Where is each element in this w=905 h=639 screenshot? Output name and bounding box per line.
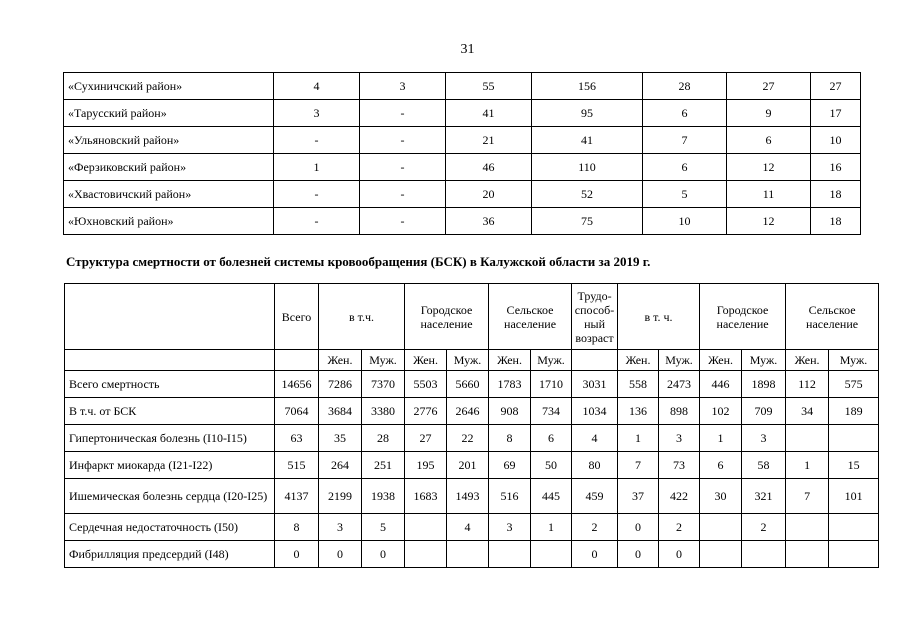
table-cell: - (360, 208, 446, 235)
table-cell: 34 (786, 398, 829, 425)
header-incl-1: в т.ч. (319, 284, 405, 350)
table-cell: 6 (700, 452, 742, 479)
table-cell: 8 (275, 514, 319, 541)
subheader-women: Жен. (618, 350, 659, 371)
subheader-women: Жен. (319, 350, 362, 371)
table-cell: 7064 (275, 398, 319, 425)
table-cell: 0 (319, 541, 362, 568)
table-row (65, 371, 879, 398)
subheader-men: Муж. (829, 350, 879, 371)
cause-name: Инфаркт миокарда (I21-I22) (65, 452, 275, 479)
table-cell: 50 (531, 452, 572, 479)
table-cell: 18 (811, 208, 861, 235)
table-row (64, 100, 861, 127)
cause-name: Гипертоническая болезнь (I10-I15) (65, 425, 275, 452)
subheader-women: Жен. (700, 350, 742, 371)
empty-corner (65, 284, 275, 350)
table-cell: 7286 (319, 371, 362, 398)
table-cell: 112 (786, 371, 829, 398)
table-cell: 12 (727, 154, 811, 181)
table-cell: 156 (532, 73, 643, 100)
table-cell: 95 (532, 100, 643, 127)
table-cell: 7 (618, 452, 659, 479)
table-cell (700, 514, 742, 541)
table-cell: 1683 (405, 479, 447, 514)
table-cell: 80 (572, 452, 618, 479)
table-cell: 5 (643, 181, 727, 208)
districts-table (63, 72, 861, 235)
table-cell: - (360, 154, 446, 181)
table-cell: 27 (811, 73, 861, 100)
table-cell (829, 425, 879, 452)
header-rural-1: Сельское население (489, 284, 572, 350)
table-cell: 102 (700, 398, 742, 425)
table-cell: - (360, 100, 446, 127)
table-cell: 1034 (572, 398, 618, 425)
table-row (64, 181, 861, 208)
table-cell: 1898 (742, 371, 786, 398)
table-cell: 0 (275, 541, 319, 568)
table-cell: 46 (446, 154, 532, 181)
table-cell: 75 (532, 208, 643, 235)
table-row (64, 208, 861, 235)
table-cell: 3 (274, 100, 360, 127)
table-cell: 28 (643, 73, 727, 100)
table-cell (489, 541, 531, 568)
table-cell (786, 541, 829, 568)
table-cell: 21 (446, 127, 532, 154)
table-cell: 4137 (275, 479, 319, 514)
table-row (65, 479, 879, 514)
table-cell: - (274, 127, 360, 154)
subheader-men: Муж. (742, 350, 786, 371)
table-cell: 110 (532, 154, 643, 181)
table-cell: 37 (618, 479, 659, 514)
table-cell: 189 (829, 398, 879, 425)
table-cell: 2 (572, 514, 618, 541)
table-cell: 3380 (362, 398, 405, 425)
table-row (65, 541, 879, 568)
table-cell: 3684 (319, 398, 362, 425)
table-cell (786, 514, 829, 541)
empty-cell (572, 350, 618, 371)
table-cell: 422 (659, 479, 700, 514)
table-cell: 1783 (489, 371, 531, 398)
table-cell: 251 (362, 452, 405, 479)
table-cell: 63 (275, 425, 319, 452)
table-cell (447, 541, 489, 568)
table-cell: 6 (643, 100, 727, 127)
table-cell: 3 (319, 514, 362, 541)
table-cell: 0 (618, 541, 659, 568)
table-cell: 73 (659, 452, 700, 479)
table-cell: 9 (727, 100, 811, 127)
table-cell: 515 (275, 452, 319, 479)
table-cell: 7 (786, 479, 829, 514)
table-cell: 18 (811, 181, 861, 208)
table-row (65, 425, 879, 452)
table-cell: 7370 (362, 371, 405, 398)
table-cell: 7 (643, 127, 727, 154)
table-cell: 28 (362, 425, 405, 452)
table-cell: 321 (742, 479, 786, 514)
table-cell: 3 (489, 514, 531, 541)
table-cell: 1 (274, 154, 360, 181)
table-cell: 10 (811, 127, 861, 154)
table-cell: 3 (742, 425, 786, 452)
table-cell: 5660 (447, 371, 489, 398)
table-cell: 11 (727, 181, 811, 208)
table-cell: 41 (446, 100, 532, 127)
table-cell: 558 (618, 371, 659, 398)
table-cell: 2473 (659, 371, 700, 398)
cause-name: В т.ч. от БСК (65, 398, 275, 425)
table-cell: 55 (446, 73, 532, 100)
district-name: «Тарусский район» (64, 100, 274, 127)
table-cell: 6 (727, 127, 811, 154)
table-cell: 908 (489, 398, 531, 425)
structure-table (64, 283, 879, 568)
table-cell: 5503 (405, 371, 447, 398)
table-cell: 1493 (447, 479, 489, 514)
table-cell: 0 (362, 541, 405, 568)
table-row (65, 514, 879, 541)
empty-cell (275, 350, 319, 371)
table-cell: 69 (489, 452, 531, 479)
table-cell: 195 (405, 452, 447, 479)
table-cell: 6 (531, 425, 572, 452)
district-name: «Ферзиковский район» (64, 154, 274, 181)
header-urban-1: Городское население (405, 284, 489, 350)
table-cell: 264 (319, 452, 362, 479)
table-cell: 101 (829, 479, 879, 514)
table-cell: 898 (659, 398, 700, 425)
subheader-men: Муж. (362, 350, 405, 371)
table-cell: 36 (446, 208, 532, 235)
district-name: «Юхновский район» (64, 208, 274, 235)
table-cell: 1 (786, 452, 829, 479)
district-name: «Хвастовичский район» (64, 181, 274, 208)
table-cell (531, 541, 572, 568)
table-cell: 1 (700, 425, 742, 452)
cause-name: Сердечная недостаточность (I50) (65, 514, 275, 541)
subheader-men: Муж. (447, 350, 489, 371)
table-cell: 3 (659, 425, 700, 452)
table-cell: 516 (489, 479, 531, 514)
table-row (64, 73, 861, 100)
table-cell: 1 (531, 514, 572, 541)
table-cell: 10 (643, 208, 727, 235)
table-cell: 30 (700, 479, 742, 514)
table-cell: - (274, 181, 360, 208)
table-cell: 2199 (319, 479, 362, 514)
table-cell: 52 (532, 181, 643, 208)
table-cell: 446 (700, 371, 742, 398)
header-row (65, 284, 879, 350)
table-cell: 22 (447, 425, 489, 452)
table-cell: 4 (572, 425, 618, 452)
structure-table-title: Структура смертности от болезней системы кровообращения (БСК) в Калужской области за 2019 г. (66, 254, 651, 269)
table-cell: 41 (532, 127, 643, 154)
header-working-age: Трудо-способ-ный возраст (572, 284, 618, 350)
table-cell: 734 (531, 398, 572, 425)
table-cell: 12 (727, 208, 811, 235)
table-cell: 4 (274, 73, 360, 100)
subheader-row (65, 350, 879, 371)
table-cell: 2776 (405, 398, 447, 425)
table-cell: 8 (489, 425, 531, 452)
table-row (64, 127, 861, 154)
header-urban-2: Городское население (700, 284, 786, 350)
table-cell: 201 (447, 452, 489, 479)
subheader-women: Жен. (405, 350, 447, 371)
empty-cell (65, 350, 275, 371)
table-cell (405, 514, 447, 541)
table-cell: 575 (829, 371, 879, 398)
table-cell: 14656 (275, 371, 319, 398)
table-cell: 6 (643, 154, 727, 181)
table-cell: 0 (618, 514, 659, 541)
table-cell (829, 541, 879, 568)
table-cell: 709 (742, 398, 786, 425)
table-cell: 16 (811, 154, 861, 181)
table-row (64, 154, 861, 181)
table-cell: 35 (319, 425, 362, 452)
table-cell: 2646 (447, 398, 489, 425)
table-cell: 27 (727, 73, 811, 100)
table-cell (405, 541, 447, 568)
table-cell: 0 (659, 541, 700, 568)
table-cell: 1 (618, 425, 659, 452)
table-cell: 4 (447, 514, 489, 541)
table-cell: 3031 (572, 371, 618, 398)
cause-name: Фибрилляция предсердий (I48) (65, 541, 275, 568)
subheader-women: Жен. (489, 350, 531, 371)
table-cell: 3 (360, 73, 446, 100)
table-cell: 15 (829, 452, 879, 479)
table-cell: 2 (742, 514, 786, 541)
header-total: Всего (275, 284, 319, 350)
cause-name: Всего смертность (65, 371, 275, 398)
table-cell: 27 (405, 425, 447, 452)
table-cell: 1710 (531, 371, 572, 398)
district-name: «Сухиничский район» (64, 73, 274, 100)
table-cell (829, 514, 879, 541)
page-number: 31 (460, 42, 475, 57)
table-cell: - (274, 208, 360, 235)
table-cell: 2 (659, 514, 700, 541)
table-cell: 136 (618, 398, 659, 425)
table-cell: 58 (742, 452, 786, 479)
table-cell: 17 (811, 100, 861, 127)
table-cell: 445 (531, 479, 572, 514)
header-incl-2: в т. ч. (618, 284, 700, 350)
cause-name: Ишемическая болезнь сердца (I20-I25) (65, 479, 275, 514)
table-cell: 0 (572, 541, 618, 568)
district-name: «Ульяновский район» (64, 127, 274, 154)
table-cell (742, 541, 786, 568)
subheader-women: Жен. (786, 350, 829, 371)
subheader-men: Муж. (659, 350, 700, 371)
table-cell (786, 425, 829, 452)
subheader-men: Муж. (531, 350, 572, 371)
header-rural-2: Сельское население (786, 284, 879, 350)
table-cell: - (360, 181, 446, 208)
table-row (65, 452, 879, 479)
table-cell: 1938 (362, 479, 405, 514)
table-cell: 20 (446, 181, 532, 208)
table-cell: 459 (572, 479, 618, 514)
table-cell: 5 (362, 514, 405, 541)
table-cell (700, 541, 742, 568)
table-cell: - (360, 127, 446, 154)
table-row (65, 398, 879, 425)
